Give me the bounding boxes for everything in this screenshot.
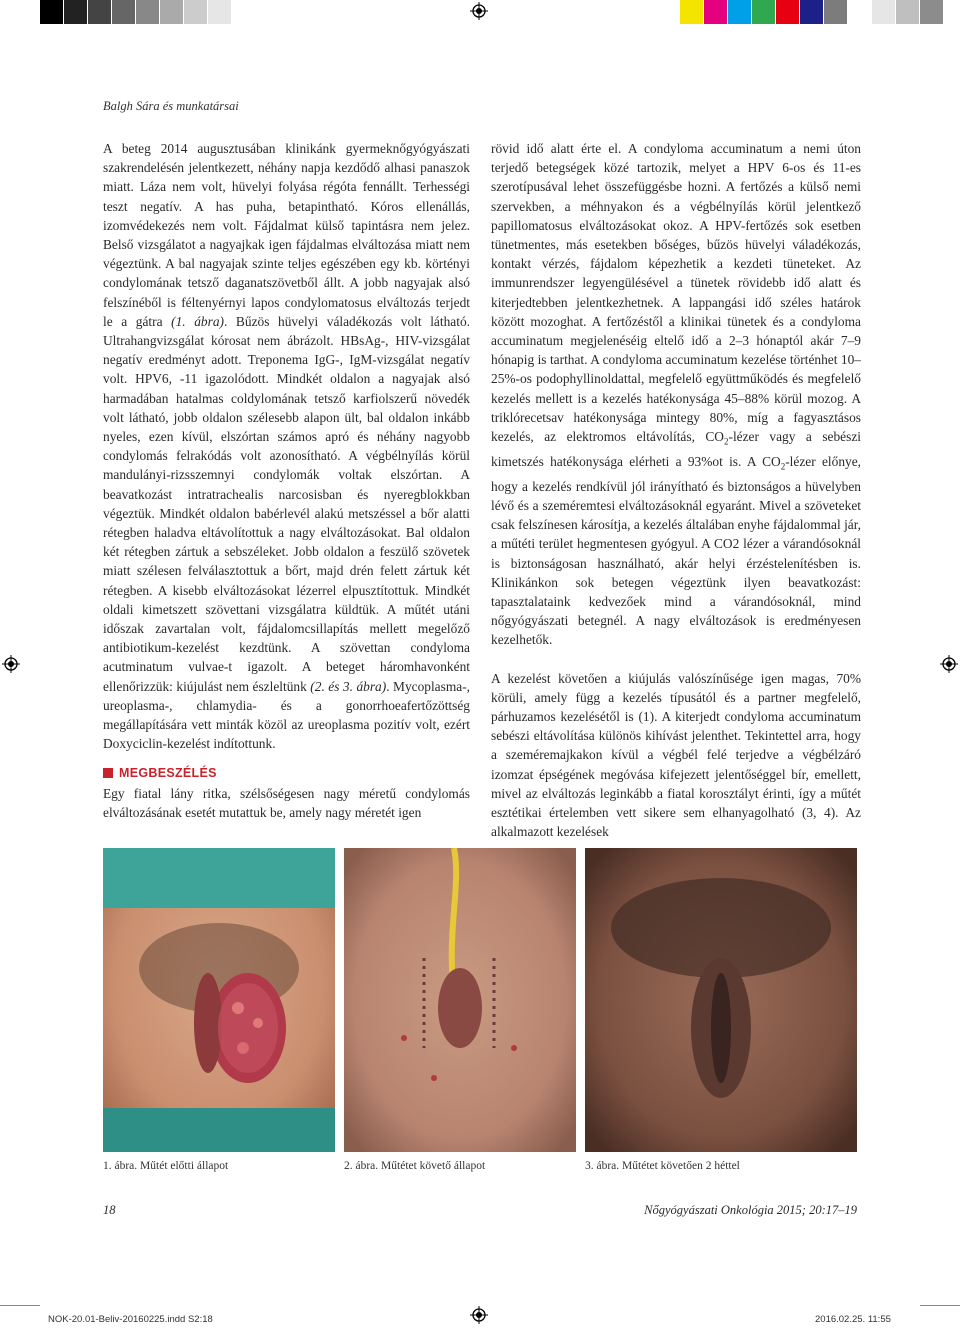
registration-swatch-left-2 [88, 0, 112, 24]
registration-swatch-right-5 [800, 0, 824, 24]
registration-swatch-left-6 [184, 0, 208, 24]
registration-swatch-right-3 [752, 0, 776, 24]
figure-3-image [585, 848, 857, 1152]
running-head: Balgh Sára és munkatársai [103, 99, 239, 113]
registration-crosshair-right-icon [940, 655, 958, 673]
figure-2-3-reference[interactable]: (2. és 3. ábra) [310, 678, 387, 694]
registration-crosshair-bottom-icon [470, 1306, 488, 1324]
figure-2-caption: 2. ábra. Műtétet követő állapot [344, 1160, 486, 1172]
figure-1-reference[interactable]: (1. ábra) [171, 313, 224, 329]
registration-bars-right [680, 0, 944, 24]
registration-swatch-right-8 [872, 0, 896, 24]
figure-1-image [103, 848, 335, 1152]
recurrence-paragraph: A kezelést követően a kiújulás valószínűsége igen magas, 70% körüli, amely függ a kezelés típusától és a partner megfelelő, párhuzamos kezelésétől is (1). A kiterjedt condyloma accuminatum sebészi eltávolítása különös kihívást jelenthet. Tekintettel arra, hogy a szeméremajkakon kívül a végbél felé terjedve a végbélzáró izomzat épségének megóvása kifejezett jelentőséggel bír, emellett, mivel az elváltozás leginkább a fiatal korosztályt érinti, így a műtét esztétikai értelemben vett sikere sem elhanyagolható (3, 4). Az alkalmazott kezelések [491, 670, 861, 840]
crop-mark-left [0, 1305, 40, 1306]
registration-swatch-left-3 [112, 0, 136, 24]
registration-bars-left [40, 0, 232, 24]
slug-filename: NOK-20.01-Beliv-20160225.indd S2:18 [48, 1314, 213, 1325]
figure-3-caption: 3. ábra. Műtétet követően 2 héttel [585, 1160, 740, 1172]
registration-swatch-left-5 [160, 0, 184, 24]
page-number: 18 [103, 1203, 116, 1217]
registration-swatch-right-10 [920, 0, 944, 24]
registration-swatch-right-6 [824, 0, 848, 24]
registration-swatch-right-4 [776, 0, 800, 24]
registration-swatch-right-0 [680, 0, 704, 24]
crop-mark-right [920, 1305, 960, 1306]
registration-swatch-right-1 [704, 0, 728, 24]
right-column [491, 139, 861, 841]
figure-1-caption: 1. ábra. Műtét előtti állapot [103, 1160, 229, 1172]
discussion-paragraph-cont: rövid idő alatt érte el. A condyloma accuminatum a nemi úton terjedő betegségek közé tartozik, melyet a HPV 6-os és 11-es szerotípusával lehet összefüggésbe hozni. A fertőzés a külső nemi szervekben, a méhnyakon és a végbélnyílás körül jelentkező papillomatosus elváltozásokat okoz. A HPV-fertőzés sok esetben tünetmentes, más esetekben bőséges, bűzös hüvelyi váladékozás, kontakt vérzés, fájdalom képezhetik a kezdeti tüneteket. Az immunrendszer legyengülésével a tünetek rövidebb idő alatt és kiterjedtebben jelentkezhetnek. A lappangási idő széles határok között mozoghat. A fertőzéstől a klinikai tünetek és a condyloma accuminatum megjelenéséig eltelő idő a 2–3 hónaptól akár 7–9 hónapig is tarthat. A condyloma accuminatum kezelése történhet 10–25%-os podophyllinoldattal, megfelelő együttműködés és megfelelő kezelés mellett is a kezelés hatékonysága 45–88% körül mozog. A triklórecetsav hatékonysága mintegy 80%, míg a fagyasztásos kezelés, az elektromos eltávolítás, $CO_2$-lézer vagy a sebészi kimetszés hatékonysága elérheti a 93%ot is. A $CO_2$-lézer előnye, hogy a kezelés rendkívül jól irányítható és biztonságos a hüvelyben lévő és a szeméremtesi elváltozásoknál egyaránt. Mivel a szöveteket csak felszínesen károsítja, a kezelés általában enyhe fájdalommal jár, a műtéti terület hegmentesen gyógyul. A CO2 lézer a várandósoknál is biztonságosan használható, akár helyi érzéstelenítésben is. Klinikánkon sok betegen végeztünk ilyen beavatkozást: tapasztalataink kedvezőek mind a várandósoknál, mind nőgyógyászati betegnél. A nagy elváltozások is eredményesen kezelhetők. [491, 141, 861, 648]
registration-swatch-left-4 [136, 0, 160, 24]
registration-swatch-right-9 [896, 0, 920, 24]
section-marker-icon [103, 768, 113, 778]
registration-swatch-right-2 [728, 0, 752, 24]
journal-citation: Nőgyógyászati Onkológia 2015; 20:17–19 [644, 1203, 857, 1217]
registration-swatch-right-7 [848, 0, 872, 24]
registration-swatch-left-0 [40, 0, 64, 24]
discussion-paragraph: Egy fiatal lány ritka, szélsőségesen nagy méretű condylomás elváltozásának esetét mutattuk be, amely nagy méretét igen [103, 785, 470, 820]
slug-timestamp: 2016.02.25. 11:55 [815, 1314, 891, 1325]
figure-2-image [344, 848, 576, 1152]
registration-swatch-left-1 [64, 0, 88, 24]
registration-swatch-left-7 [208, 0, 232, 24]
left-column [103, 139, 470, 822]
case-paragraph: A beteg 2014 augusztusában klinikánk gyermeknőgyógyászati szakrendelésén jelentkezett, néhány napja kezdődő alhasi panaszok miatt. Láza nem volt, hüvelyi folyása régóta fennállt. Terhességi teszt negatív. A has puha, betapintható. Kóros ellenállás, izomvédekezés nem volt. Fájdalmat külső tapintásra nem jelez. Belső vizsgálatot a nagyajkak igen fájdalmas elváltozása miatt nem végeztünk. A bal nagyajak szinte teljes egészében egy kb. körtényi condylomának tetsző daganatszövetből állt. A jobb nagyajak alsó felszínéből is féltenyérnyi lapos condylomatosus elváltozás terjedt le a gátra (1. ábra). Bűzös hüvelyi váladékozás volt látható. Ultrahangvizsgálat kórosat nem ábrázolt. HBsAg-, HIV-vizsgálat negatív eredményt adott. Treponema IgG-, IgM-vizsgálat negatív volt. HPV6, -11 igazolódott. Mindkét oldalon a nagyajak alsó harmadában hatalmas coldylomának tetsző karfiolszerű növedék volt látható, jobb oldalon szélesebb alapon ült, bal oldalon inkább nyeles, ezen kívül, elszórtan számos apró és néhány nagyobb condylomás felrakódás volt azonosítható. A végbélnyílás körül mandulányi-rizsszemnyi condylomák voltak elszórtan. A beavatkozást intratrachealis narcosisban és nyeregblokkban végeztük. Mindkét oldalon babérlevél alakú metszéssel a bőr alatti rétegben haladva eltávolítottuk a nagy elváltozásokat. Bal oldalon két rétegben zártuk a sebszéleket. Jobb oldalon a feszülő szövetek miatt szélesen felválasztottuk a bőrt, majd drén felett zártuk két rétegben. A kisebb elváltozásokat lézerrel elpusztítottuk. Mindkét oldali kimetszett szövettani vizsgálatra küldtük. A műtét utáni időszak zavartalan volt, fájdalomcsillapítás mellett megelőző antibiotikum-kezelést kezdtünk. A szövettan condyloma acutminatum vulvae-t igazolt. A beteget háromhavonként ellenőrizzük: kiújulást nem észleltünk (2. és 3. ábra). Mycoplasma-, ureoplasma-, chlamydia- és a gonorrhoeafertőzöttség megállapítására vett minták közöl az ureoplasma pozitív volt, ezért Doxyciclin-kezelést indítottunk. [103, 141, 471, 752]
registration-crosshair-top-icon [470, 2, 488, 20]
section-heading [103, 764, 470, 783]
section-title: MEGBESZÉLÉS [119, 765, 217, 780]
registration-crosshair-left-icon [2, 655, 20, 673]
